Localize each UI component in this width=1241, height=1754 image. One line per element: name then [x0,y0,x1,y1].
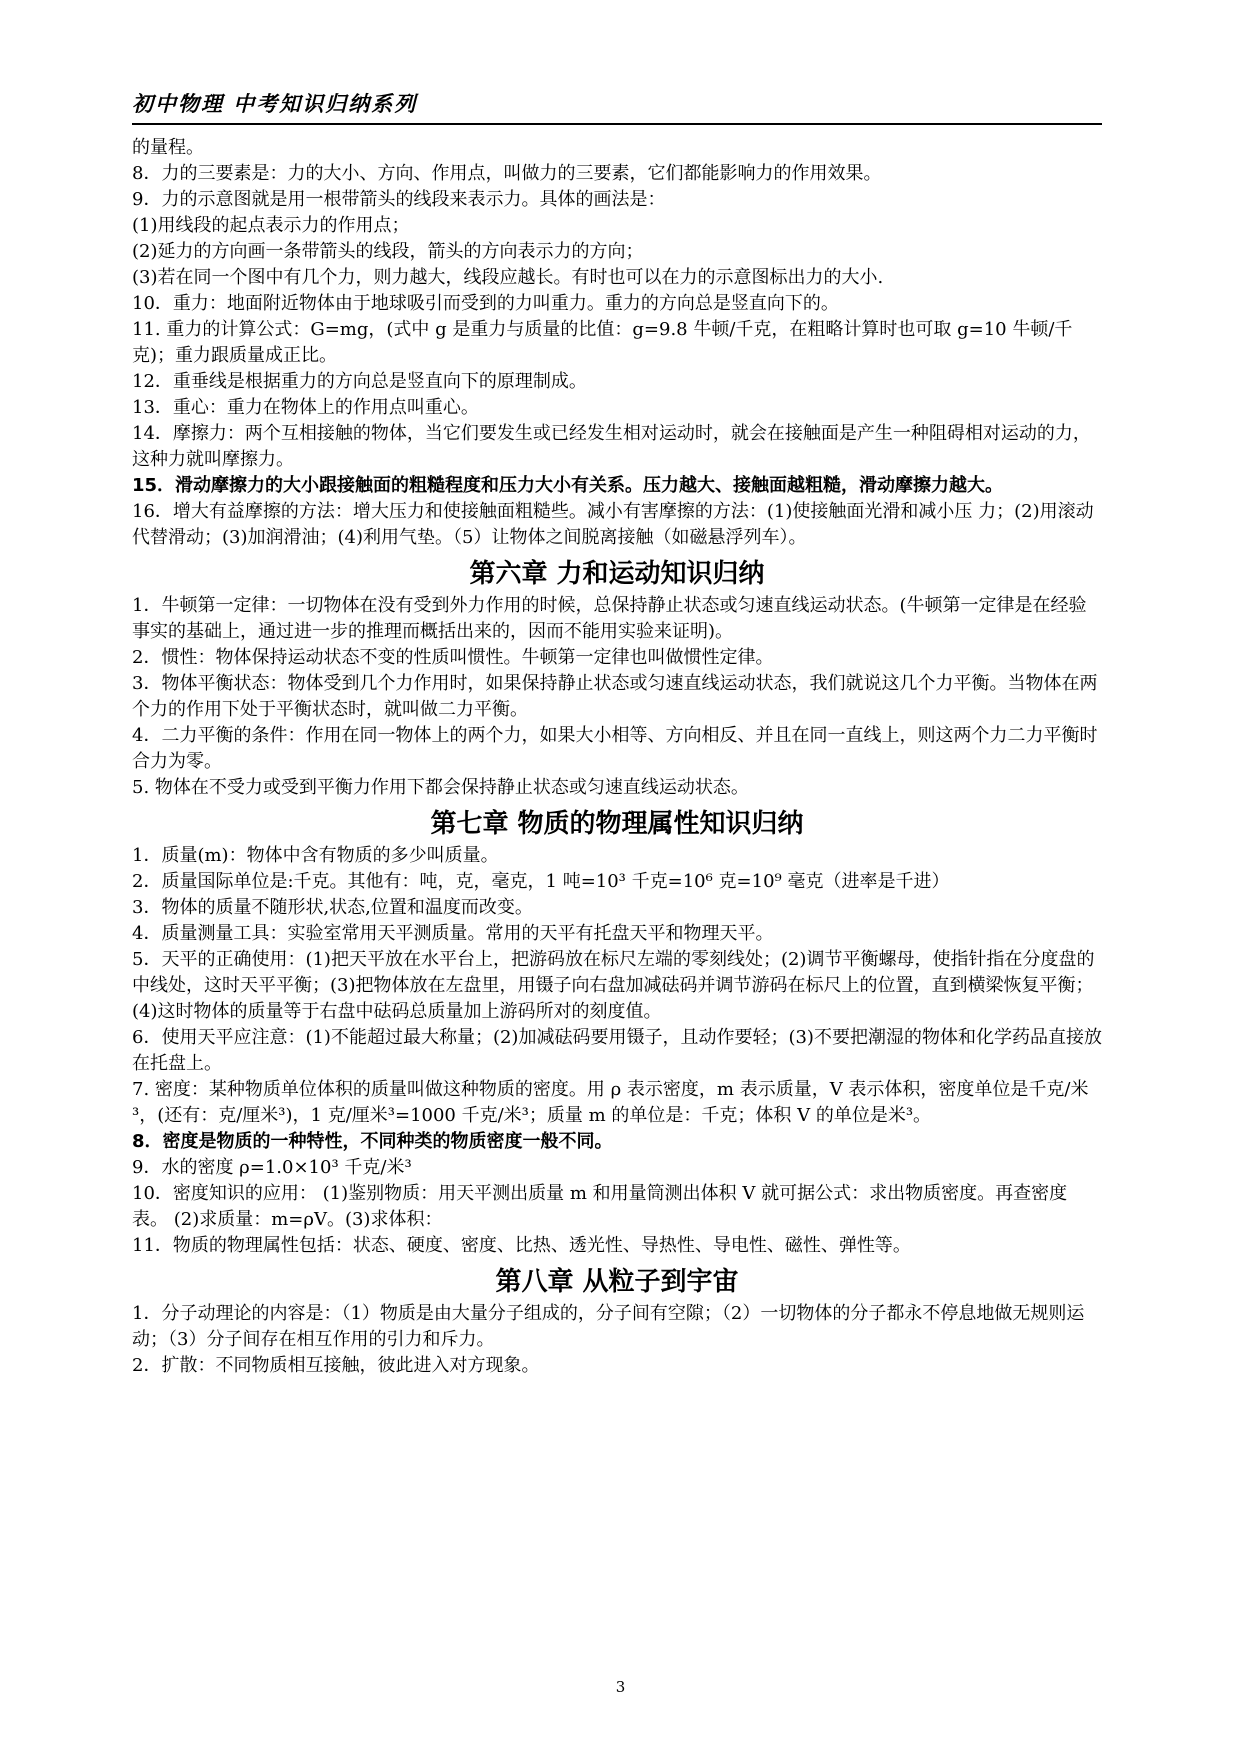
page-number: 3 [615,1678,626,1696]
paragraph: 5．天平的正确使用：(1)把天平放在水平台上，把游码放在标尺左端的零刻线处；(2)调节平衡螺母，使指针指在分度盘的中线处，这时天平平衡；(3)把物体放在左盘里，用镊子向右盘加减砝码并调节游码在标尺上的位置，直到横梁恢复平衡；(4)这时物体的质量等于右盘中砝码总质量加上游码所对的刻度值。 [132,949,1095,1022]
paragraph: 3．物体的质量不随形状,状态,位置和温度而改变。 [132,897,533,918]
paragraph: (3)若在同一个图中有几个力，则力越大，线段应越长。有时也可以在力的示意图标出力的大小. [132,267,884,288]
paragraph: 4．质量测量工具：实验室常用天平测质量。常用的天平有托盘天平和物理天平。 [132,923,774,944]
paragraph: 1．分子动理论的内容是：（1）物质是由大量分子组成的，分子间有空隙；（2）一切物体的分子都永不停息地做无规则运动；（3）分子间存在相互作用的引力和斥力。 [132,1303,1085,1350]
bold-paragraph: 8．密度是物质的一种特性，不同种类的物质密度一般不同。 [132,1131,613,1152]
paragraph: 7. 密度：某种物质单位体积的质量叫做这种物质的密度。用 ρ 表示密度，m 表示质量，V 表示体积，密度单位是千克/米³，(还有：克/厘米³)，1 克/厘米³=1000 千克/米³；质量 m 的单位是：千克；体积 V 的单位是米³。 [132,1079,1089,1126]
paragraph: 1．质量(m)：物体中含有物质的多少叫质量。 [132,845,499,866]
paragraph: 14．摩擦力：两个互相接触的物体，当它们要发生或已经发生相对运动时，就会在接触面是产生一种阻碍相对运动的力，这种力就叫摩擦力。 [132,423,1091,470]
paragraph: 3．物体平衡状态：物体受到几个力作用时，如果保持静止状态或匀速直线运动状态，我们就说这几个力平衡。当物体在两个力的作用下处于平衡状态时，就叫做二力平衡。 [132,673,1098,720]
bold-paragraph: 15．滑动摩擦力的大小跟接触面的粗糙程度和压力大小有关系。压力越大、接触面越粗糙，滑动摩擦力越大。 [132,475,1004,496]
paragraph: 2．扩散：不同物质相互接触，彼此进入对方现象。 [132,1355,540,1376]
paragraph: 的量程。 [132,137,204,158]
chapter-heading: 第六章 力和运动知识归纳 [469,559,765,589]
paragraph: 2．质量国际单位是:千克。其他有：吨，克，毫克，1 吨=10³ 千克=10⁶ 克=10⁹ 毫克（进率是千进） [132,871,950,892]
paragraph: 1．牛顿第一定律：一切物体在没有受到外力作用的时候，总保持静止状态或匀速直线运动状态。(牛顿第一定律是在经验事实的基础上，通过进一步的推理而概括出来的，因而不能用实验来证明)。 [132,595,1087,642]
chapter-heading: 第八章 从粒子到宇宙 [495,1267,739,1297]
paragraph: 9．水的密度 ρ=1.0×10³ 千克/米³ [132,1157,412,1178]
paragraph: 10．密度知识的应用： (1)鉴别物质：用天平测出质量 m 和用量筒测出体积 V 就可据公式：求出物质密度。再查密度表。 (2)求质量：m=ρV。(3)求体积： [132,1183,1068,1230]
paragraph: 8．力的三要素是：力的大小、方向、作用点，叫做力的三要素，它们都能影响力的作用效果。 [132,163,882,184]
paragraph: 11. 重力的计算公式：G=mg，(式中 g 是重力与质量的比值：g=9.8 牛顿/千克，在粗略计算时也可取 g=10 牛顿/千克)；重力跟质量成正比。 [132,319,1073,366]
paragraph: 12．重垂线是根据重力的方向总是竖直向下的原理制成。 [132,371,587,392]
paragraph: (1)用线段的起点表示力的作用点； [132,215,410,236]
paragraph: (2)延力的方向画一条带箭头的线段，箭头的方向表示力的方向； [132,241,644,262]
paragraph: 16．增大有益摩擦的方法：增大压力和使接触面粗糙些。减小有害摩擦的方法：(1)使接触面光滑和减小压 力；(2)用滚动代替滑动；(3)加润滑油；(4)利用气垫。（5）让物体之间脱离接触（如磁悬浮列车）。 [132,501,1094,548]
chapter-heading: 第七章 物质的物理属性知识归纳 [430,809,804,839]
header-rule [132,123,1102,125]
paragraph: 10．重力：地面附近物体由于地球吸引而受到的力叫重力。重力的方向总是竖直向下的。 [132,293,839,314]
paragraph: 6．使用天平应注意：(1)不能超过最大称量；(2)加减砝码要用镊子，且动作要轻；(3)不要把潮湿的物体和化学药品直接放在托盘上。 [132,1027,1102,1074]
paragraph: 11．物质的物理属性包括：状态、硬度、密度、比热、透光性、导热性、导电性、磁性、弹性等。 [132,1235,911,1256]
running-header: 初中物理 中考知识归纳系列 [132,92,418,116]
paragraph: 5. 物体在不受力或受到平衡力作用下都会保持静止状态或匀速直线运动状态。 [132,777,749,798]
paragraph: 9．力的示意图就是用一根带箭头的线段来表示力。具体的画法是： [132,189,666,210]
page-content [132,135,1102,1379]
paragraph: 2．惯性：物体保持运动状态不变的性质叫惯性。牛顿第一定律也叫做惯性定律。 [132,647,774,668]
paragraph: 13．重心：重力在物体上的作用点叫重心。 [132,397,479,418]
paragraph: 4．二力平衡的条件：作用在同一物体上的两个力，如果大小相等、方向相反、并且在同一直线上，则这两个力二力平衡时合力为零。 [132,725,1098,772]
